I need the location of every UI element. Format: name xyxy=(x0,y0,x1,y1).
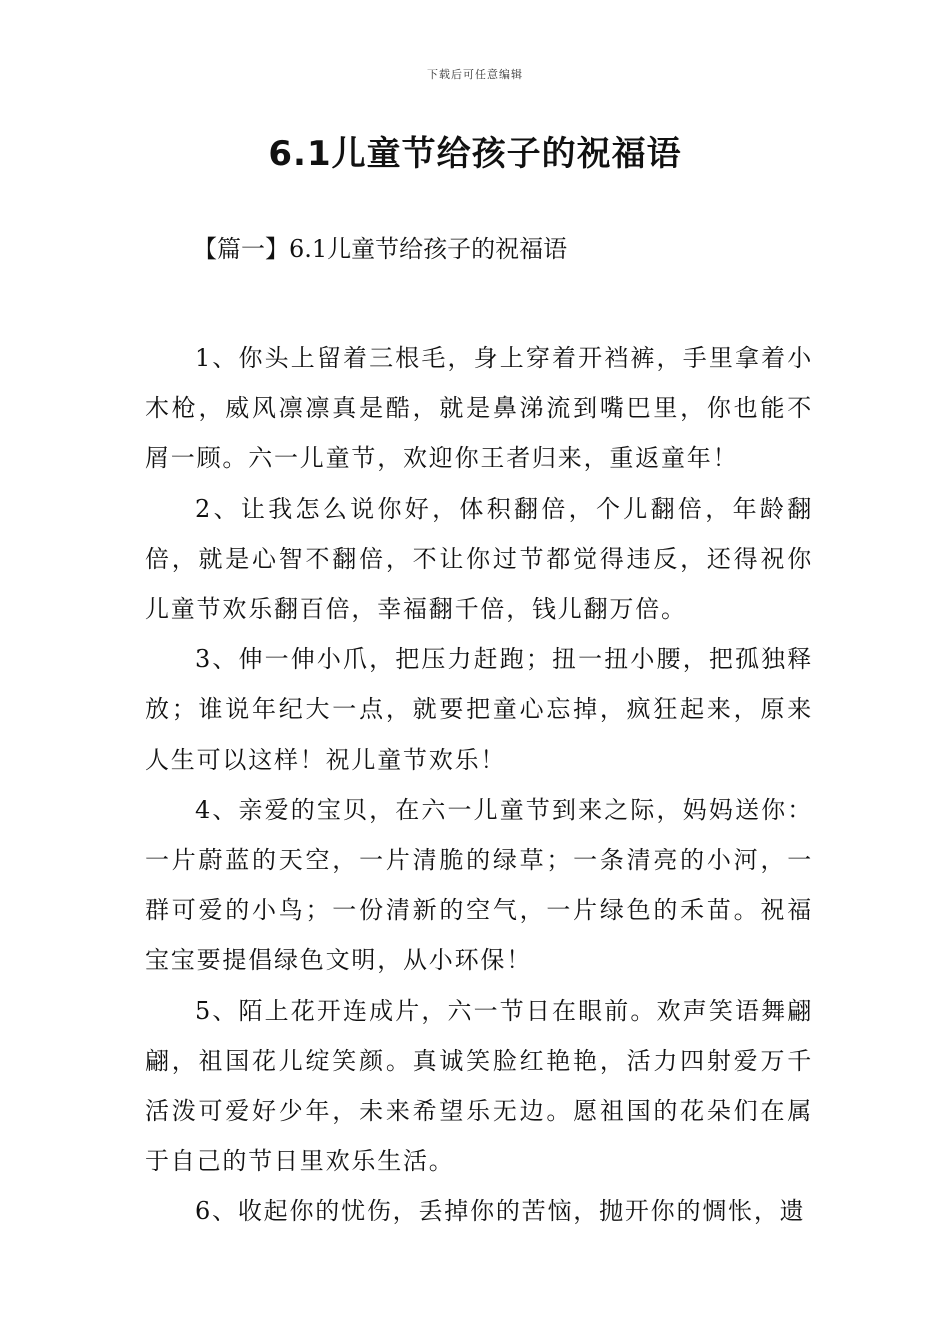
paragraph-4: 4、亲爱的宝贝，在六一儿童节到来之际，妈妈送你：一片蔚蓝的天空，一片清脆的绿草；一条清亮的小河，一群可爱的小鸟；一份清新的空气，一片绿色的禾苗。祝福宝宝要提倡绿色文明，从小环保！ xyxy=(145,795,813,975)
document-title: 6.1儿童节给孩子的祝福语 xyxy=(268,134,682,174)
paragraph-2: 2、让我怎么说你好，体积翻倍，个儿翻倍，年龄翻倍，就是心智不翻倍，不让你过节都觉得违反，还得祝你儿童节欢乐翻百倍，幸福翻千倍，钱儿翻万倍。 xyxy=(145,494,813,624)
section-heading: 【篇一】6.1儿童节给孩子的祝福语 xyxy=(193,235,568,263)
paragraph-1: 1、你头上留着三根毛，身上穿着开裆裤，手里拿着小木枪，威风凛凛真是酷，就是鼻涕流到嘴巴里，你也能不屑一顾。六一儿童节，欢迎你王者归来，重返童年！ xyxy=(145,344,813,473)
paragraph-6: 6、收起你的忧伤，丢掉你的苦恼，抛开你的惆怅，遗 xyxy=(195,1197,806,1226)
header-note: 下载后可任意编辑 xyxy=(427,68,523,81)
paragraph-3: 3、伸一伸小爪，把压力赶跑；扭一扭小腰，把孤独释放；谁说年纪大一点，就要把童心忘掉，疯狂起来，原来人生可以这样！祝儿童节欢乐！ xyxy=(145,645,813,774)
paragraph-5: 5、陌上花开连成片，六一节日在眼前。欢声笑语舞翩翩，祖国花儿绽笑颜。真诚笑脸红艳艳，活力四射爱万千活泼可爱好少年，未来希望乐无边。愿祖国的花朵们在属于自己的节日里欢乐生活。 xyxy=(145,996,813,1176)
document-body xyxy=(145,333,813,1237)
